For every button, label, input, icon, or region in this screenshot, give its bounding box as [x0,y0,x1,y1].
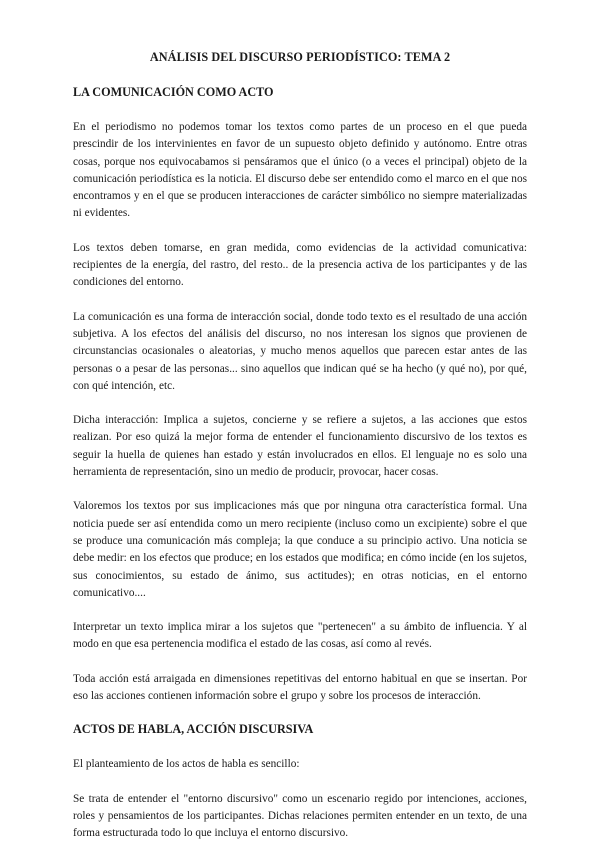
paragraph: El planteamiento de los actos de habla es sencillo: [73,758,300,771]
document-page [73,50,527,860]
paragraph: Se trata de entender el "entorno discursivo" como un escenario regido por intenciones, acciones, roles y pensamientos de los participantes. Dichas relaciones permiten entender en un texto, de una forma estructurada todo lo que incluya el entorno discursivo. [73,792,527,840]
paragraph: Interpretar un texto implica mirar a los sujetos que "pertenecen" a su ámbito de influencia. Y al modo en que esa pertenencia modifica el estado de las cosas, así como al revés. [73,621,527,651]
section-heading-comunicacion: LA COMUNICACIÓN COMO ACTO [73,85,274,99]
paragraph: Toda acción está arraigada en dimensiones repetitivas del entorno habitual en que se insertan. Por eso las acciones contienen información sobre el grupo y sobre los procesos de interacción. [73,672,527,703]
paragraph: Los textos deben tomarse, en gran medida, como evidencias de la actividad comunicativa: recipientes de la energía, del rastro, del resto.. de la presencia activa de los participantes y de las condiciones del entorno. [73,241,527,289]
paragraph: Valoremos los textos por sus implicaciones más que por ninguna otra característica formal. Una noticia puede ser así entendida como un mero recipiente (incluso como un excipiente) sobre el que se produce una comunicación más compleja; la que conduce a su principio activo. Una noticia se debe medir: en los efectos que produce; en los estados que modifica; en cómo incide (en los sujetos, sus conocimientos, su estado de ánimo, sus actitudes); en otras noticias, en el entorno comunicativo.... [73,500,527,599]
document-title: ANÁLISIS DEL DISCURSO PERIODÍSTICO: TEMA 2 [149,50,451,64]
paragraph: Dicha interacción: Implica a sujetos, concierne y se refiere a sujetos, a las acciones que estos realizan. Por eso quizá la mejor forma de entender el funcionamiento discursivo de los textos es seguir la huella de quienes han estado y están involucrados en ellos. El lenguaje no es solo una herramienta de representación, sino un medio de producir, provocar, hacer cosas. [73,414,527,479]
paragraph: En el periodismo no podemos tomar los textos como partes de un proceso en el que pueda prescindir de los intervinientes en favor de un supuesto objeto definido y autónomo. Entre otras cosas, porque nos equivocabamos si pensáramos que el único (o a veces el principal) objeto de la comunicación periodística es la noticia. El discurso debe ser entendido como el marco en el que nos encontramos y en el que se producen interacciones de carácter simbólico no siempre materializadas ni evidentes. [73,121,527,220]
section-heading-actos-de-habla: ACTOS DE HABLA, ACCIÓN DISCURSIVA [73,722,314,737]
paragraph: La comunicación es una forma de interacción social, donde todo texto es el resultado de una acción subjetiva. A los efectos del análisis del discurso, no nos interesan los signos que provienen de circunstancias ocasionales o aleatorias, y mucho menos aquellos que parecen estar antes de las personas o a pesar de las personas... sino aquellos que indican qué se ha hecho (y qué no), por qué, con qué intención, etc. [73,310,527,392]
